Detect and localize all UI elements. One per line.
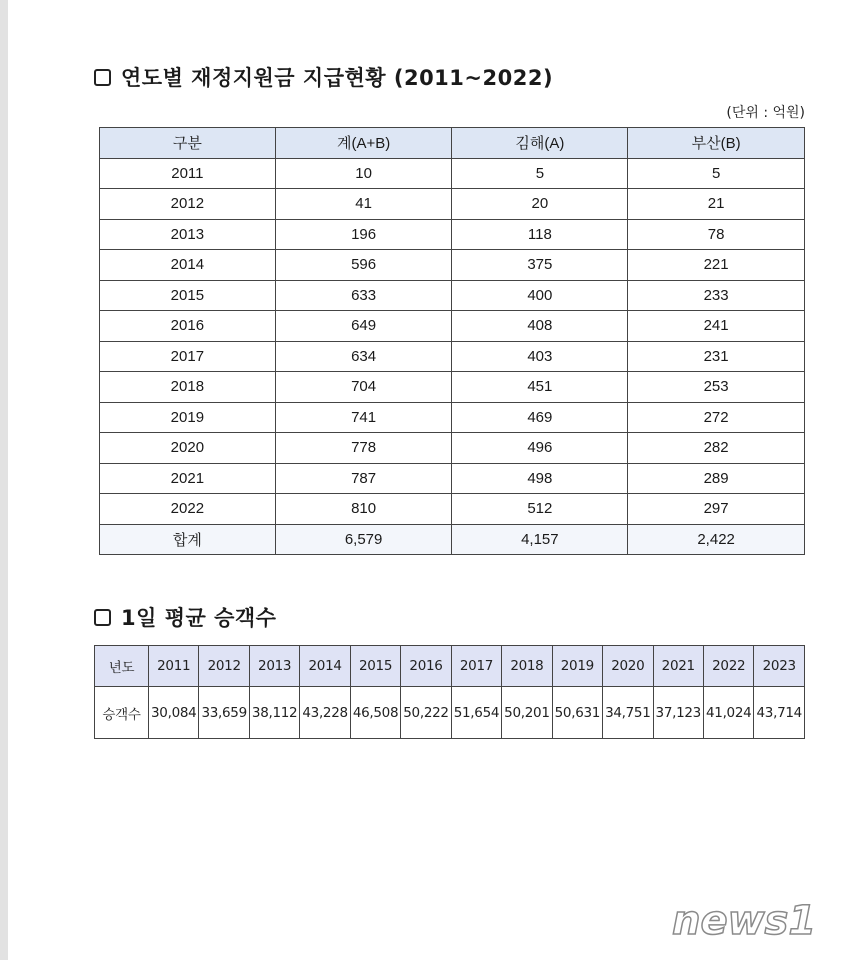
- passenger-table: [94, 645, 805, 739]
- passenger-count-cell: 46,508: [350, 687, 400, 739]
- year-header-cell: 2020: [603, 646, 653, 687]
- passenger-count-cell: 51,654: [451, 687, 501, 739]
- value-cell: 253: [628, 372, 805, 403]
- year-header-cell: 2013: [249, 646, 299, 687]
- table-row: [100, 219, 805, 250]
- column-header: 부산(B): [628, 128, 805, 159]
- table-row: [100, 189, 805, 220]
- value-cell: 221: [628, 250, 805, 281]
- value-cell: 787: [275, 463, 452, 494]
- value-cell: 810: [275, 494, 452, 525]
- value-cell: 297: [628, 494, 805, 525]
- value-cell: 241: [628, 311, 805, 342]
- table-row: [100, 250, 805, 281]
- value-cell: 596: [275, 250, 452, 281]
- funding-table: [99, 127, 805, 555]
- year-header-cell: 2018: [502, 646, 552, 687]
- left-page-margin: [0, 0, 8, 960]
- total-value: 2,422: [628, 524, 805, 555]
- total-row: [100, 524, 805, 555]
- year-cell: 2016: [100, 311, 276, 342]
- column-header: 구분: [100, 128, 276, 159]
- value-cell: 289: [628, 463, 805, 494]
- value-cell: 375: [452, 250, 628, 281]
- year-cell: 2011: [100, 158, 276, 189]
- table-row: [100, 341, 805, 372]
- table-row: [100, 372, 805, 403]
- value-cell: 5: [452, 158, 628, 189]
- passenger-count-cell: 34,751: [603, 687, 653, 739]
- section-title-text: 1일 평균 승객수: [121, 606, 277, 630]
- table-row: [100, 280, 805, 311]
- value-cell: 233: [628, 280, 805, 311]
- table-row: [100, 158, 805, 189]
- year-header-cell: 2023: [754, 646, 805, 687]
- value-cell: 118: [452, 219, 628, 250]
- value-cell: 403: [452, 341, 628, 372]
- row-header-label: 년도: [95, 646, 149, 687]
- value-cell: 282: [628, 433, 805, 464]
- table-row: [100, 311, 805, 342]
- year-header-cell: 2011: [149, 646, 199, 687]
- value-cell: 20: [452, 189, 628, 220]
- year-cell: 2014: [100, 250, 276, 281]
- year-cell: 2022: [100, 494, 276, 525]
- value-cell: 496: [452, 433, 628, 464]
- passenger-count-cell: 43,714: [754, 687, 805, 739]
- year-cell: 2015: [100, 280, 276, 311]
- value-cell: 512: [452, 494, 628, 525]
- value-cell: 634: [275, 341, 452, 372]
- year-header-cell: 2016: [401, 646, 451, 687]
- passenger-count-cell: 43,228: [300, 687, 350, 739]
- value-cell: 408: [452, 311, 628, 342]
- value-cell: 400: [452, 280, 628, 311]
- total-value: 4,157: [452, 524, 628, 555]
- year-header-cell: 2017: [451, 646, 501, 687]
- passenger-count-cell: 50,222: [401, 687, 451, 739]
- passenger-count-cell: 37,123: [653, 687, 703, 739]
- value-cell: 231: [628, 341, 805, 372]
- passenger-count-cell: 38,112: [249, 687, 299, 739]
- year-header-cell: 2022: [703, 646, 753, 687]
- table-header-row: [95, 646, 805, 687]
- value-cell: 469: [452, 402, 628, 433]
- year-cell: 2012: [100, 189, 276, 220]
- year-header-cell: 2019: [552, 646, 602, 687]
- total-value: 6,579: [275, 524, 452, 555]
- year-cell: 2020: [100, 433, 276, 464]
- table-row: [100, 433, 805, 464]
- column-header: 계(A+B): [275, 128, 452, 159]
- column-header: 김해(A): [452, 128, 628, 159]
- passenger-count-cell: 30,084: [149, 687, 199, 739]
- year-cell: 2017: [100, 341, 276, 372]
- table-row: [100, 463, 805, 494]
- section-title-passengers: [94, 602, 276, 632]
- news1-watermark-logo: [668, 888, 858, 948]
- year-header-cell: 2014: [300, 646, 350, 687]
- value-cell: 196: [275, 219, 452, 250]
- value-cell: 10: [275, 158, 452, 189]
- table-row: [95, 687, 805, 739]
- year-header-cell: 2015: [350, 646, 400, 687]
- section-title-text: 연도별 재정지원금 지급현황 (2011~2022): [121, 66, 554, 90]
- year-cell: 2013: [100, 219, 276, 250]
- value-cell: 778: [275, 433, 452, 464]
- watermark-text: news1: [672, 898, 817, 944]
- year-cell: 2021: [100, 463, 276, 494]
- value-cell: 649: [275, 311, 452, 342]
- table-header-row: [100, 128, 805, 159]
- passenger-count-cell: 50,201: [502, 687, 552, 739]
- year-cell: 2018: [100, 372, 276, 403]
- year-cell: 2019: [100, 402, 276, 433]
- value-cell: 5: [628, 158, 805, 189]
- value-cell: 272: [628, 402, 805, 433]
- checkbox-bullet-icon: [94, 69, 111, 86]
- table-row: [100, 494, 805, 525]
- value-cell: 78: [628, 219, 805, 250]
- value-cell: 451: [452, 372, 628, 403]
- checkbox-bullet-icon: [94, 609, 111, 626]
- value-cell: 741: [275, 402, 452, 433]
- unit-label: (단위 : 억원): [726, 105, 805, 121]
- section-title-funding: [94, 62, 553, 92]
- row-label: 승객수: [95, 687, 149, 739]
- passenger-count-cell: 33,659: [199, 687, 249, 739]
- year-header-cell: 2012: [199, 646, 249, 687]
- total-label: 합계: [100, 524, 276, 555]
- passenger-count-cell: 50,631: [552, 687, 602, 739]
- passenger-count-cell: 41,024: [703, 687, 753, 739]
- value-cell: 41: [275, 189, 452, 220]
- table-row: [100, 402, 805, 433]
- year-header-cell: 2021: [653, 646, 703, 687]
- value-cell: 633: [275, 280, 452, 311]
- value-cell: 704: [275, 372, 452, 403]
- value-cell: 21: [628, 189, 805, 220]
- value-cell: 498: [452, 463, 628, 494]
